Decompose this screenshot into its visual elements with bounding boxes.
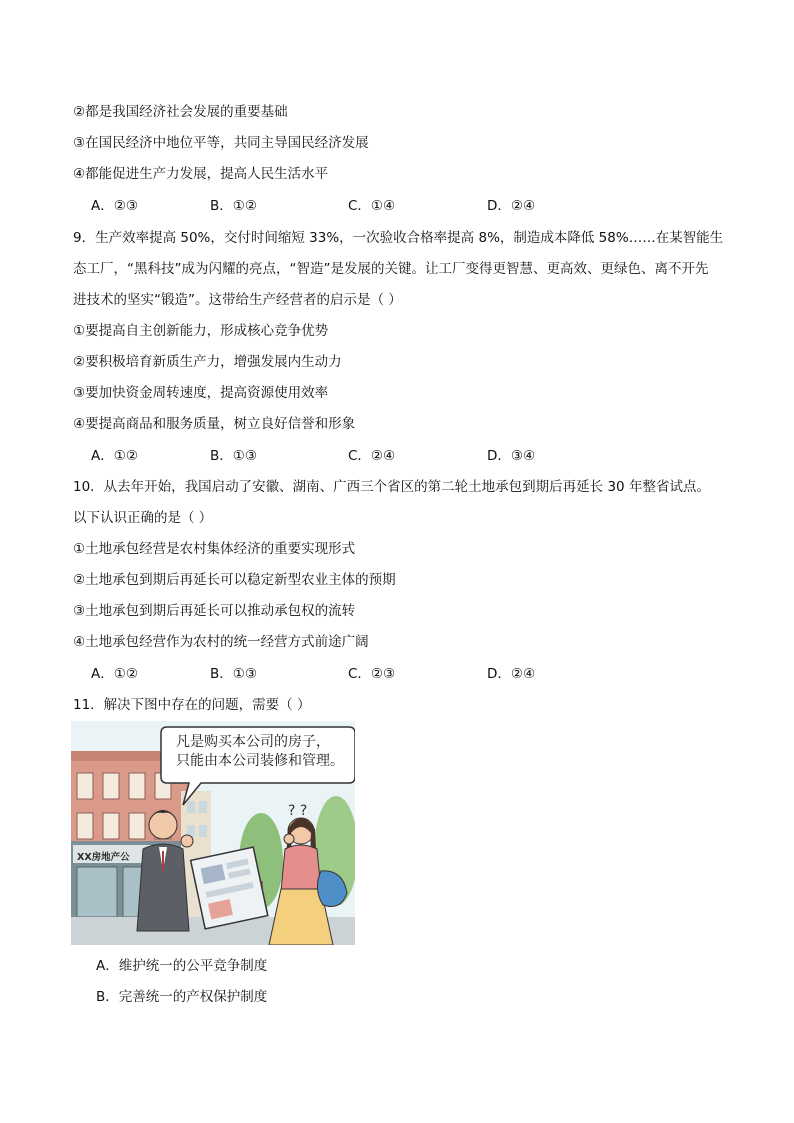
q9-stem-line-1: 9．生产效率提高 50%，交付时间缩短 33%，一次验收合格率提高 8%，制造成本降低 58%……在某智能生 [73,230,724,246]
q10-option-c[interactable]: C．②③ [348,666,396,682]
speech-line-2: 只能由本公司装修和管理。 [176,753,344,769]
cartoon-question-marks: ? ? [288,803,308,819]
q11-stem: 11．解决下图中存在的问题，需要（ ） [73,697,311,713]
q9-item-4: ④要提高商品和服务质量，树立良好信誉和形象 [73,416,356,432]
q11-option-a[interactable]: A．维护统一的公平竞争制度 [96,958,268,974]
q9-option-d[interactable]: D．③④ [487,448,536,464]
q10-option-b[interactable]: B．①③ [210,666,257,682]
q9-item-2: ②要积极培育新质生产力，增强发展内生动力 [73,354,342,370]
q10-option-a[interactable]: A．①② [91,666,138,682]
q8-option-c[interactable]: C．①④ [348,198,396,214]
q11-option-b[interactable]: B．完善统一的产权保护制度 [96,989,268,1005]
cartoon-shop-sign: XX房地产公 [77,852,130,863]
q10-item-4: ④土地承包经营作为农村的统一经营方式前途广阔 [73,634,369,650]
q9-option-a[interactable]: A．①② [91,448,138,464]
q10-item-2: ②土地承包到期后再延长可以稳定新型农业主体的预期 [73,572,396,588]
q8-option-d[interactable]: D．②④ [487,198,536,214]
q8-item-4: ④都能促进生产力发展，提高人民生活水平 [73,166,329,182]
q9-stem-line-3: 进技术的坚实“锻造”。这带给生产经营者的启示是（ ） [73,292,402,308]
q9-option-c[interactable]: C．②④ [348,448,396,464]
q10-item-1: ①土地承包经营是农村集体经济的重要实现形式 [73,541,356,557]
q9-item-3: ③要加快资金周转速度，提高资源使用效率 [73,385,329,401]
q10-stem-line-2: 以下认识正确的是（ ） [73,510,213,526]
cartoon-speech-bubble [176,733,356,771]
q9-stem-line-2: 态工厂，“黑科技”成为闪耀的亮点，“智造”是发展的关键。让工厂变得更智慧、更高效、更绿色、离不开先 [73,261,709,277]
q8-option-b[interactable]: B．①② [210,198,257,214]
q10-item-3: ③土地承包到期后再延长可以推动承包权的流转 [73,603,356,619]
q8-option-a[interactable]: A．②③ [91,198,138,214]
q9-item-1: ①要提高自主创新能力，形成核心竞争优势 [73,323,329,339]
q10-stem-line-1: 10．从去年开始，我国启动了安徽、湖南、广西三个省区的第二轮土地承包到期后再延长 30 年整省试点。 [73,479,710,495]
q9-option-b[interactable]: B．①③ [210,448,257,464]
speech-line-1: 凡是购买本公司的房子， [176,734,330,750]
q10-option-d[interactable]: D．②④ [487,666,536,682]
q8-item-3: ③在国民经济中地位平等，共同主导国民经济发展 [73,135,369,151]
q8-item-2: ②都是我国经济社会发展的重要基础 [73,104,288,120]
